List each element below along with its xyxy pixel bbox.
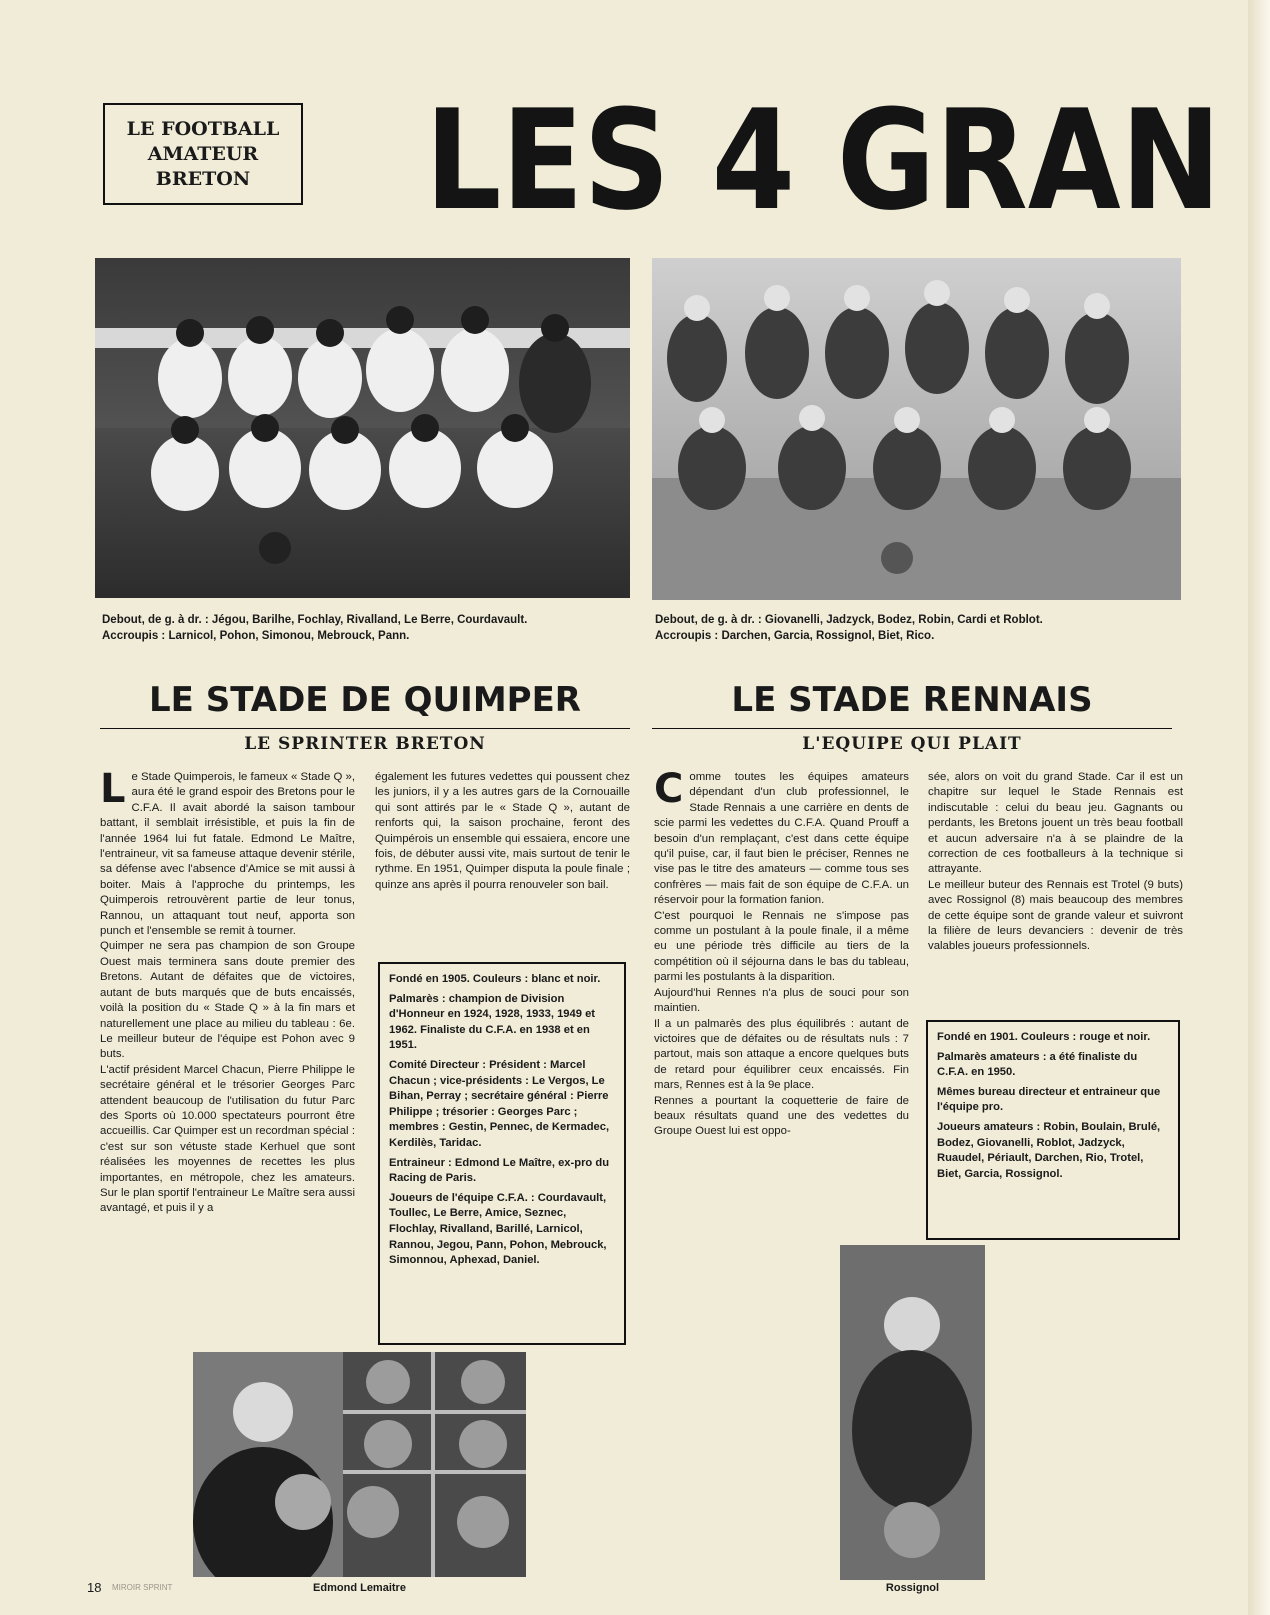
info-item: Joueurs amateurs : Robin, Boulain, Brulé, Bodez, Giovanelli, Roblot, Jadzyck, Ruaudel, Périault, Darchen, Rio, Trotel, Biet, Garcia, Rossignol. bbox=[937, 1120, 1161, 1180]
rennes-info-box bbox=[926, 1020, 1180, 1240]
article-paragraph: Rennes a pourtant la coquetterie de faire de beaux résultats quand une des vedettes du Groupe Ouest lui est oppo- bbox=[654, 1094, 909, 1138]
info-item: Fondé en 1905. Couleurs : blanc et noir. bbox=[389, 973, 601, 985]
info-item: Comité Directeur : Président : Marcel Chacun ; vice-présidents : Le Vergos, Le Bihan, Perray ; secrétaire général : Pierre Philippe ; trésorier : Georges Parc ; membres : Gestin, Pennec, de Kermadec, Kerdilès, Taridac. bbox=[389, 1058, 610, 1149]
quimper-article-col1 bbox=[100, 766, 356, 1217]
info-item: Palmarès amateurs : a été finaliste du C.F.A. en 1950. bbox=[937, 1050, 1138, 1079]
quimper-subtitle: LE SPRINTER BRETON bbox=[100, 728, 630, 755]
caption-line: Accroupis : Darchen, Garcia, Rossignol, Biet, Rico. bbox=[655, 630, 935, 642]
team-photo-image bbox=[652, 258, 1181, 600]
article-paragraph: Le meilleur buteur des Rennais est Trotel (9 buts) avec Rossignol (8) mais beaucoup des membres de cette équipe sont de grande valeur et suivront la filière de leurs devanciers : devenir de très valables joueurs professionnels. bbox=[928, 878, 1183, 953]
article-paragraph bbox=[654, 766, 909, 909]
caption-line: Debout, de g. à dr. : Jégou, Barilhe, Fochlay, Rivalland, Le Berre, Courdavault. bbox=[102, 614, 528, 626]
article-paragraph bbox=[100, 766, 356, 939]
caption-line: Accroupis : Larnicol, Pohon, Simonou, Mebrouck, Pann. bbox=[102, 630, 410, 642]
rennes-team-photo bbox=[652, 258, 1181, 600]
quimper-article-col2 bbox=[375, 770, 630, 893]
rennes-title: LE STADE RENNAIS bbox=[731, 680, 1093, 720]
info-item: Joueurs de l'équipe C.F.A. : Courdavault, Toullec, Le Berre, Amice, Seznec, Flochlay, Rivalland, Barillé, Larnicol, Rannou, Jegou, Pann, Pohon, Mebrouck, Simonnou, Aphexad, Daniel. bbox=[389, 1191, 607, 1267]
info-item: Mêmes bureau directeur et entraineur que l'équipe pro. bbox=[937, 1085, 1161, 1114]
team-photo-image bbox=[95, 258, 630, 598]
article-paragraph: Aujourd'hui Rennes n'a plus de souci pour son maintien. bbox=[654, 986, 909, 1015]
paragraph-text: e Stade Quimperois, le fameux « Stade Q », aura été le grand espoir des Bretons pour le C.F.A. Il avait abordé la saison tambour battant, il semblait irrésistible, et puis la fin de l'année 1964 lui fut fatale. Edmond Le Maître, l'entraineur, vit sa fameuse attaque devenir stérile, sa défense avec l'absence d'Amice se mit aussi à boiter. Mais à l'approche du printemps, les Quimperois retrouvèrent partie de leur tonus, Rannou, un attaquant tout neuf, apporta son punch et l'ensemble se remit à tourner. bbox=[100, 771, 356, 938]
paragraph-text: omme toutes les équipes amateurs dépendant d'un club professionnel, le Stade Rennais a une carrière en dents de scie parmi les vedettes du C.F.A. Quand Prouff a besoin d'un remplaçant, c'est dans cette équipe qu'il puise, car, il faut bien le préciser, Rennes ne vise pas le titre des amateurs — comme tous ses confrères — mais fait de son équipe de C.F.A. un réservoir pour la formation fanion. bbox=[654, 771, 909, 907]
player-photo-image bbox=[840, 1245, 985, 1580]
article-paragraph: L'actif président Marcel Chacun, Pierre Philippe le secrétaire général et le trésorier Georges Parc attendent beaucoup de l'utilisation du futur Parc des Sports où 10.000 spectateurs pourront être accueillis. Car Quimper est un recordman spécial : c'est sur son vétuste stade Kerhuel que sont réalisées les moyennes de recettes les plus importantes, en métropole, chez les amateurs. Sur le plan sportif l'entraineur Le Maître sera aussi avantagé, et puis il y a bbox=[100, 1063, 355, 1215]
article-paragraph: Il a un palmarès des plus équilibrés : autant de victoires que de défaites ou de résultats nuls : 7 partout, mais son attaque a encore quelques buts de retard pour équilibrer ceux encaissés. Fin mars, Rennes est à la 9e place. bbox=[654, 1017, 909, 1092]
kicker-line: BRETON bbox=[155, 167, 251, 190]
page-headline: LES 4 GRAN bbox=[425, 81, 1222, 242]
caption-line: Debout, de g. à dr. : Giovanelli, Jadzyck, Bodez, Robin, Cardi et Roblot. bbox=[655, 614, 1043, 626]
player-photo-caption: Rossignol bbox=[885, 1582, 940, 1594]
page-edge bbox=[1248, 0, 1270, 1615]
section-kicker bbox=[103, 103, 303, 205]
article-paragraph: C'est pourquoi le Rennais ne s'impose pas comme un postulant à la poule finale, il a même eu une période très difficile au tiers de la compétition où il séjourna dans le bas du tableau, parmi les postulants à la disparition. bbox=[654, 909, 909, 984]
rennes-team-caption bbox=[655, 612, 1185, 644]
page-number: 18 bbox=[87, 1580, 102, 1595]
coach-photo bbox=[193, 1352, 526, 1577]
info-item: Fondé en 1901. Couleurs : rouge et noir. bbox=[937, 1031, 1151, 1043]
player-photo bbox=[840, 1245, 985, 1580]
quimper-info-box bbox=[378, 962, 626, 1345]
article-paragraph: sée, alors on voit du grand Stade. Car il est un chapitre sur lequel le Stade Rennais est indiscutable : celui du beau jeu. Gagnants ou perdants, les Bretons jouent un très beau football et aucun adversaire n'a à se plaindre de la correction de ces footballeurs à la technique si attrayante. bbox=[928, 771, 1183, 876]
info-item: Entraineur : Edmond Le Maître, ex-pro du Racing de Paris. bbox=[389, 1156, 610, 1185]
rennes-subtitle: L'EQUIPE QUI PLAIT bbox=[652, 728, 1172, 755]
quimper-title: LE STADE DE QUIMPER bbox=[149, 680, 581, 720]
rennes-article-col2 bbox=[928, 770, 1183, 955]
coach-photo-caption: Edmond Lemaitre bbox=[313, 1582, 406, 1594]
rennes-article-col1 bbox=[654, 766, 909, 1140]
info-item: Palmarès : champion de Division d'Honneur en 1924, 1928, 1933, 1949 et 1962. Finaliste du C.F.A. en 1938 et en 1951. bbox=[389, 992, 596, 1052]
quimper-team-photo bbox=[95, 258, 630, 598]
kicker-line: LE FOOTBALL bbox=[126, 117, 280, 140]
article-paragraph: Quimper ne sera pas champion de son Groupe Ouest mais terminera sans doute premier des Bretons. Autant de défaites que de victoires, autant de buts marqués que de buts encaissés, voilà la position du « Stade Q » à la fin mars et naturellement une place au milieu du tableau : 6e. Le meilleur buteur de l'équipe est Pohon avec 9 buts. bbox=[100, 940, 355, 1061]
folio: MIROIR SPRINT bbox=[112, 1583, 173, 1592]
dropcap: L bbox=[100, 766, 126, 812]
kicker-line: AMATEUR bbox=[147, 142, 259, 165]
quimper-team-caption bbox=[102, 612, 632, 644]
coach-photo-image bbox=[193, 1352, 526, 1577]
article-paragraph: également les futures vedettes qui poussent chez les juniors, il y a les autres gars de la Cornouaille qui sont attirés par le « Stade Q », autant de renforts qui, la saison prochaine, feront des Quimpérois un ensemble qui essaiera, encore une fois, de débuter aussi vite, mais surtout de tenir le rythme. En 1951, Quimper disputa la poule finale ; quinze ans après il pourra renouveler son bail. bbox=[375, 771, 630, 891]
dropcap: C bbox=[654, 766, 684, 812]
